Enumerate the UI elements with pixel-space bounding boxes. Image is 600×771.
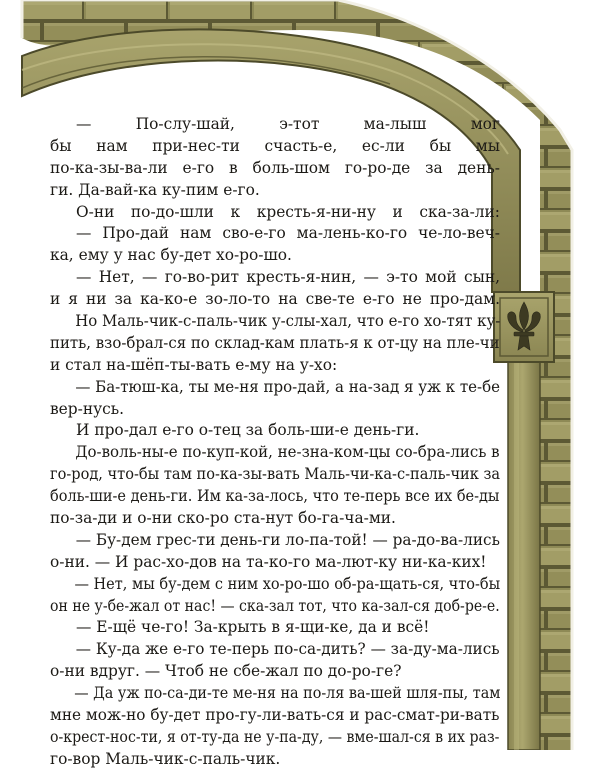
text-line: — Ку-да же е-го те-перь по-са-дить? — за-ду-ма-лись xyxy=(75,640,500,659)
text-line: по-ка-зы-ва-ли е-го в боль-шом го-ро-де за день- xyxy=(50,158,500,177)
text-line: О-ни по-до-шли к кресть-я-ни-ну и ска-за-ли: xyxy=(76,202,500,221)
text-line: Но Маль-чик-с-паль-чик у-слы-хал, что е-го хо-тят ку- xyxy=(75,312,501,331)
text-line: бы нам при-нес-ти счасть-е, ес-ли бы мы xyxy=(50,136,500,155)
text-line: — Ба-тюш-ка, ты ме-ня про-дай, а на-зад я уж к те-бе xyxy=(75,377,501,396)
text-line: он не у-бе-жал от нас! — ска-зал тот, что ка-зал-ся доб-ре-е. xyxy=(50,596,500,615)
text-line: и стал на-шёп-ты-вать е-му на у-хо: xyxy=(50,355,338,374)
text-line: ка, ему у нас бу-дет хо-ро-шо. xyxy=(50,246,292,265)
text-line: И про-дал е-го о-тец за боль-ши-е день-ги. xyxy=(76,421,420,440)
text-line: — Нет, — го-во-рит кресть-я-нин, — э-то мой сын, xyxy=(76,268,500,287)
text-line: го-род, что-бы там по-ка-зы-вать Маль-чи-ка-с-паль-чик за xyxy=(50,465,501,484)
text-line: по-за-ди и о-ни ско-ро ста-нут бо-га-ча-ми. xyxy=(50,509,396,528)
text-line: ги. Да-вай-ка ку-пим е-го. xyxy=(50,180,260,199)
text-line: вер-нусь. xyxy=(50,399,125,418)
text-line: — По-слу-шай, э-тот ма-лыш мог xyxy=(76,115,500,133)
text-line: — Бу-дем грес-ти день-ги ло-па-той! — ра-до-ва-лись xyxy=(75,530,500,549)
text-line: пить, взо-брал-ся по склад-кам плать-я к от-цу на пле-чи xyxy=(50,333,500,352)
text-line: До-воль-ны-е по-куп-кой, не-зна-ком-цы со-бра-лись в xyxy=(75,443,500,462)
text-line: боль-ши-е день-ги. Им ка-за-лось, что те-перь все их бе-ды xyxy=(50,487,500,506)
story-text xyxy=(50,114,500,771)
stone-pillar xyxy=(508,360,540,750)
text-line: — Е-щё че-го! За-крыть в я-щи-ке, да и всё! xyxy=(76,618,430,637)
text-line: — Да уж по-са-ди-те ме-ня на по-ля ва-шей шля-пы, там xyxy=(74,684,501,703)
text-line: о-ни. — И рас-хо-дов на та-ко-го ма-лют-ку ни-ка-ких! xyxy=(50,552,487,571)
text-line: — Про-дай нам сво-е-го ма-лень-ко-го че-ло-веч- xyxy=(76,224,500,243)
text-line: го-вор Маль-чик-с-паль-чик. xyxy=(50,749,281,768)
text-line: — Нет, мы бу-дем с ним хо-ро-шо об-ра-щать-ся, что-бы xyxy=(74,574,501,593)
text-line: о-крест-нос-ти, я от-ту-да не у-па-ду, — вме-шал-ся в их раз- xyxy=(50,727,500,746)
text-line: и я ни за ка-ко-е зо-ло-то на све-те е-го не про-дам. xyxy=(50,290,500,309)
text-line: мне мож-но бу-дет про-гу-ли-вать-ся и рас-смат-ри-вать xyxy=(50,706,500,725)
text-line: о-ни вдруг. — Чтоб не сбе-жал по до-ро-ге? xyxy=(50,662,402,681)
